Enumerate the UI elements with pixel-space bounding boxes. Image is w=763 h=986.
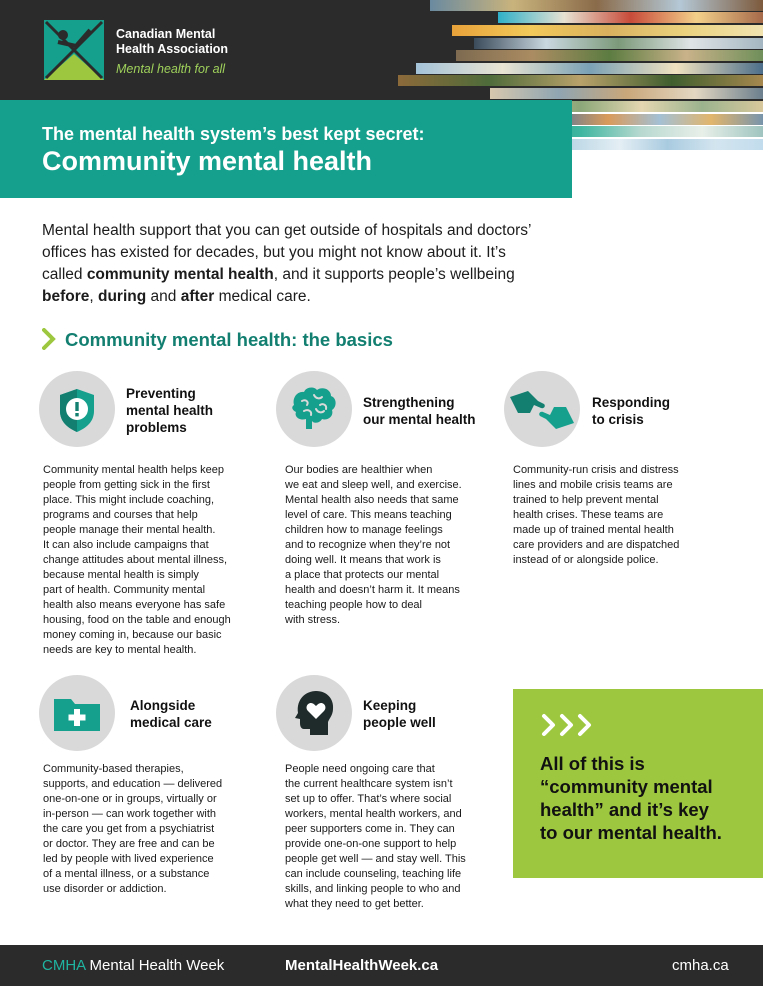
- card-text-line: made up of trained mental health: [513, 524, 674, 536]
- card-text-line: Community-based therapies,: [43, 763, 184, 775]
- card-text-line: led by people with lived experience: [43, 853, 214, 865]
- card-text-line: the care you get from a psychiatrist: [43, 823, 215, 835]
- intro-text: medical care.: [214, 288, 311, 305]
- card-title-responding: [592, 394, 670, 428]
- footer-event-name: Mental Health Week: [85, 957, 225, 974]
- org-name: [116, 27, 228, 57]
- card-text-responding: [513, 463, 679, 568]
- callout-text: [540, 752, 750, 844]
- card-text-line: health and doesn’t harm it. It means: [285, 584, 460, 596]
- helping-hands-icon: [504, 371, 580, 447]
- card-title-preventing: [126, 385, 213, 436]
- intro-bold: during: [98, 288, 147, 305]
- card-text-line: needs are key to mental health.: [43, 644, 197, 656]
- card-text-line: one-on-one or in groups, virtually or: [43, 793, 217, 805]
- card-text-strengthening: [285, 463, 462, 628]
- intro-text: and: [146, 288, 181, 305]
- card-title-line: people well: [363, 715, 436, 730]
- card-text-line: part of health. Community mental: [43, 584, 206, 596]
- card-text-line: what they need to get better.: [285, 898, 424, 910]
- title-kicker: The mental health system’s best kept secret:: [42, 124, 425, 144]
- footer-event-link[interactable]: MentalHealthWeek.ca: [285, 957, 439, 974]
- card-text-line: instead of or alongside police.: [513, 554, 659, 566]
- photo-strip: [572, 139, 763, 150]
- photo-strip: [430, 0, 763, 11]
- card-title-line: Strengthening: [363, 395, 455, 410]
- triple-chevron-icon: [540, 712, 600, 743]
- card-text-line: with stress.: [285, 614, 341, 626]
- card-text-line: children how to manage feelings: [285, 524, 443, 536]
- card-text-line: the current healthcare system isn’t: [285, 778, 453, 790]
- card-text-line: People need ongoing care that: [285, 763, 435, 775]
- intro-text: ,: [89, 288, 98, 305]
- card-text-line: use disorder or addiction.: [43, 883, 167, 895]
- card-title-line: medical care: [130, 715, 212, 730]
- card-text-line: money coming in, because our basic: [43, 629, 222, 641]
- card-text-line: Community-run crisis and distress: [513, 464, 679, 476]
- intro-bold: after: [180, 288, 215, 305]
- card-title-line: Alongside: [130, 698, 196, 713]
- card-title-line: Responding: [592, 395, 670, 410]
- card-text-line: housing, food on the table and enough: [43, 614, 231, 626]
- head-heart-icon: [276, 675, 352, 751]
- section-title: Community mental health: the basics: [65, 329, 393, 350]
- card-text-line: in-person — can work together with: [43, 808, 217, 820]
- card-text-line: a place that protects our mental: [285, 569, 440, 581]
- intro-text: , and it supports people’s wellbeing: [273, 266, 515, 283]
- card-title-line: problems: [126, 420, 187, 435]
- card-text-preventing: [43, 463, 231, 658]
- card-text-line: trained to help prevent mental: [513, 494, 659, 506]
- callout-line: to our mental health.: [540, 822, 722, 843]
- org-name-line2: Health Association: [116, 42, 229, 56]
- footer-brand: CMHA: [42, 957, 86, 974]
- cmha-logo[interactable]: [44, 20, 104, 80]
- card-text-keeping: [285, 762, 466, 912]
- callout-line: All of this is: [540, 753, 645, 774]
- chevron-right-icon: [42, 328, 56, 355]
- card-title-strengthening: [363, 394, 476, 428]
- card-text-alongside: [43, 762, 222, 897]
- intro-bold: before: [42, 288, 90, 305]
- shield-icon: [39, 371, 115, 447]
- card-text-line: It can also include campaigns that: [43, 539, 209, 551]
- card-text-line: teaching people how to deal: [285, 599, 422, 611]
- card-title-line: Preventing: [126, 386, 196, 401]
- card-text-line: care providers and are dispatched: [513, 539, 680, 551]
- card-text-line: people manage their mental health.: [43, 524, 216, 536]
- card-title-line: to crisis: [592, 412, 644, 427]
- org-name-line1: Canadian Mental: [116, 27, 216, 41]
- intro-paragraph: [42, 220, 532, 308]
- card-text-line: Mental health also needs that same: [285, 494, 459, 506]
- tagline: Mental health for all: [116, 62, 226, 76]
- card-title-alongside: [130, 697, 212, 731]
- card-text-line: workers, mental health workers, and: [285, 808, 462, 820]
- card-text-line: change attitudes about mental illness,: [43, 554, 228, 566]
- card-text-line: people from getting sick in the first: [43, 479, 210, 491]
- card-text-line: can include counseling, teaching life: [285, 868, 462, 880]
- card-text-line: supports, and education — delivered: [43, 778, 223, 790]
- card-text-line: provide one-on-one support to help: [285, 838, 457, 850]
- photo-strip: [556, 114, 763, 125]
- photo-strip: [490, 88, 763, 99]
- card-text-line: Our bodies are healthier when: [285, 464, 433, 476]
- card-title-keeping: [363, 697, 436, 731]
- footer-event: [42, 957, 224, 974]
- card-text-line: people get well — and stay well. This: [285, 853, 466, 865]
- card-text-line: and to recognize when they’re not: [285, 539, 451, 551]
- intro-text: Mental health support that you can get outside of hospitals and doctors’ offices has existed for decades, but you might not know about it. It’s called: [42, 222, 531, 283]
- card-text-line: level of care. This means teaching: [285, 509, 452, 521]
- callout-line: “community mental: [540, 776, 713, 797]
- card-text-line: or doctor. They are free and can be: [43, 838, 215, 850]
- photo-strip: [474, 38, 763, 49]
- card-text-line: we eat and sleep well, and exercise.: [285, 479, 462, 491]
- card-title-line: mental health: [126, 403, 214, 418]
- callout-line: health” and it’s key: [540, 799, 709, 820]
- footer-org-link[interactable]: cmha.ca: [672, 957, 729, 974]
- card-text-line: lines and mobile crisis teams are: [513, 479, 673, 491]
- photo-strip: [452, 25, 763, 36]
- photo-strip: [498, 12, 763, 23]
- card-text-line: place. This might include coaching,: [43, 494, 215, 506]
- brain-icon: [276, 371, 352, 447]
- card-text-line: of a mental illness, or a substance: [43, 868, 210, 880]
- page-title: Community mental health: [42, 146, 373, 176]
- card-text-line: Community mental health helps keep: [43, 464, 224, 476]
- card-text-line: skills, and linking people to who and: [285, 883, 461, 895]
- photo-strip: [416, 63, 763, 74]
- photo-strip: [398, 75, 763, 86]
- intro-bold: community mental health: [86, 266, 274, 283]
- card-text-line: health crises. These teams are: [513, 509, 664, 521]
- medical-folder-icon: [39, 675, 115, 751]
- card-text-line: programs and courses that help: [43, 509, 198, 521]
- card-title-line: our mental health: [363, 412, 476, 427]
- card-text-line: doing well. It means that work is: [285, 554, 441, 566]
- card-text-line: health also means everyone has safe: [43, 599, 226, 611]
- card-text-line: because mental health is simply: [43, 569, 199, 581]
- card-title-line: Keeping: [363, 698, 417, 713]
- card-text-line: set up to offer. That’s where social: [285, 793, 452, 805]
- card-text-line: peer supporters come in. They can: [285, 823, 455, 835]
- photo-strip: [456, 50, 763, 61]
